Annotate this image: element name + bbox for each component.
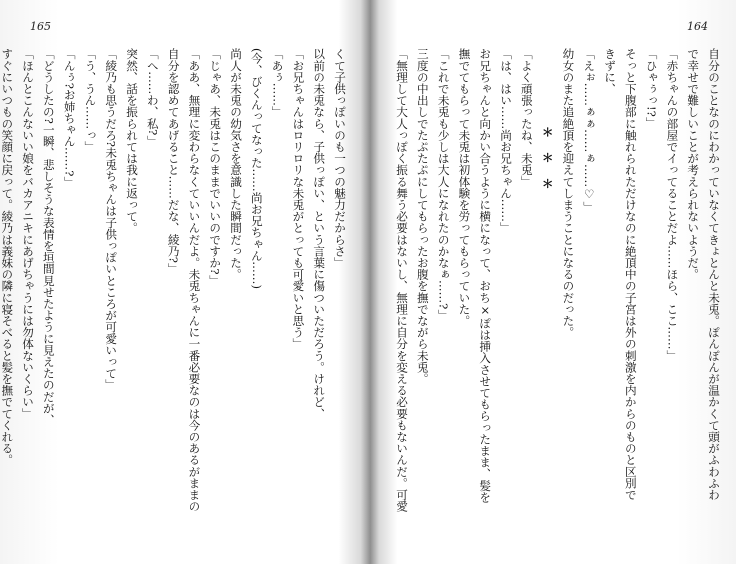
text-line: 自分のことなのにわかっていなくてきょとんと未兎。ぽんぽんが温かくて頭がふわふわ: [707, 48, 721, 501]
text-line: 「無理して大人っぽく振る舞う必要はないし、無理に自分を変える必要もないんだ。可愛: [395, 48, 410, 512]
right-page: [368, 0, 736, 564]
text-line: 「どうしたの?一瞬、悲しそうな表情を垣間見せたように見えたのだが、: [41, 48, 56, 426]
text-line: 撫でてもらって未兎は初体験を労ってもらっていた。: [457, 48, 472, 327]
left-page-text: [0, 48, 350, 528]
text-line: 尚人が未兎の幼気さを意識した瞬間だった。: [229, 48, 244, 280]
text-line: 自分を認めてあげること……だな、綾乃?」: [166, 48, 181, 275]
text-line: 三度の中出しでたぷたぷにしてもらったお腹を撫でながら未兎。: [415, 48, 430, 385]
text-line: そっと下腹部に触れられただけなのに絶頂中の子宮は外の刺激を内からのものと区別で: [623, 48, 638, 501]
section-break-asterisks: ＊＊＊: [540, 126, 555, 203]
text-line: 「は、はい……尚お兄ちゃん……」: [499, 48, 514, 234]
text-line: 「ひゃぅっ!?」: [644, 48, 659, 129]
text-line: 「う、うん……っ」: [83, 48, 98, 153]
page-number-left: 165: [30, 20, 51, 33]
text-line: 以前の未兎なら、子供っぽい、という言葉に傷ついただろう。けれど、: [312, 48, 327, 420]
text-line: すぐにいつもの笑顔に戻って。綾乃は義妹の隣に寝そべると髪を撫でてくれる。: [0, 48, 15, 466]
right-page-text: [395, 48, 724, 528]
text-line: 「ああ、無理に変わらなくていいんだよ。未兎ちゃんに一番必要なのは今のあるがままの: [187, 48, 202, 512]
text-line: 「これで未兎も少しは大人になれたのかなぁ……?」: [436, 48, 451, 322]
text-line: 「んぅ?お姉ちゃん……?」: [62, 48, 77, 189]
text-line: 「お兄ちゃんはロリロリな未兎がとっても可愛いと思う」: [291, 48, 306, 350]
text-line: 突然、話を振られては我に返って。: [125, 48, 140, 234]
text-line: 「へ……わ、私?」: [145, 48, 160, 148]
text-line: 「よく頑張ったね、未兎」: [519, 48, 534, 188]
text-line: 「赤ちゃんの部屋でイってることだよ……ほら、ここ……」: [665, 48, 680, 362]
text-line: きずに、: [603, 48, 618, 95]
text-line: お兄ちゃんと向かい合うように横になって、おち×ぽは挿入させてもらったまま、髪を: [478, 48, 493, 503]
text-line: 「綾乃も思うだろ?未兎ちゃんは子供っぽいところが可愛いって」: [104, 48, 119, 391]
text-line: 「ほんとこんないい娘をバカアニキにあげちゃうには勿体ないくらい」: [21, 48, 36, 420]
text-line: 「えぉ……ぁぁ……ぁ……♡」: [582, 48, 597, 213]
text-line: くて子供っぽいのも一つの魅力だからさ」: [333, 48, 347, 269]
page-number-right: 164: [687, 20, 708, 33]
text-line: で幸せで難しいことが考えられないようだ。: [686, 48, 701, 280]
text-line: 「じゃあ、未兎はこのままでいいのですか?」: [208, 48, 223, 287]
text-line: (今、びくんってなった……尚お兄ちゃん……): [249, 48, 264, 290]
text-line: 幼女のまた追絶頂を迎えてしまうことになるのだった。: [561, 48, 576, 338]
text-line: 「あぅ……」: [270, 48, 285, 118]
